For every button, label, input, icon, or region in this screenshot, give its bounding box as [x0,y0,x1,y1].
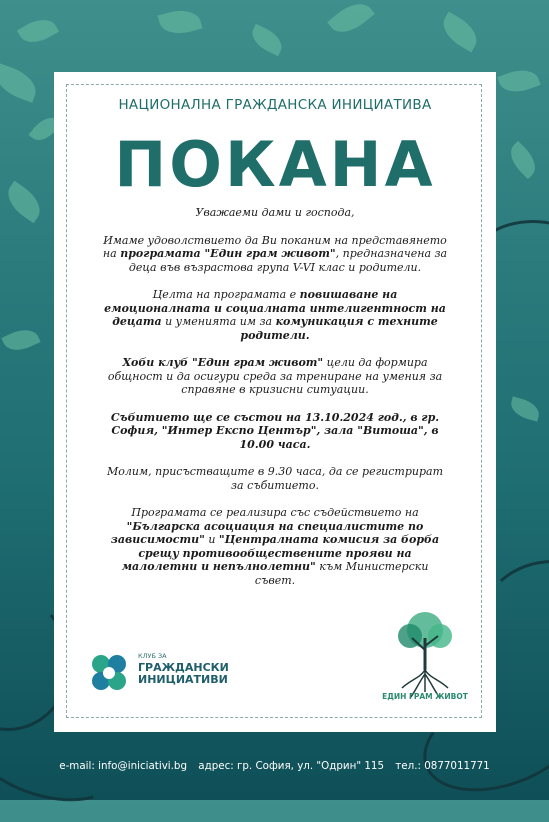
leaf-decoration [247,24,286,56]
event-details: Събитието ще се състои на 13.10.2024 год., в гр. София, "Интер Експо Център", зала "Витоша", в 10.00 часа. [110,410,440,451]
club-name: Хоби клуб "Един грам живот" [122,356,324,369]
text: Имаме удоволствието да Ви поканим на представянето на [102,233,447,260]
klub-line1: ГРАЖДАНСКИ [138,661,229,674]
page-title: ПОКАНА [114,128,436,201]
footer-email: e-mail: info@iniciativi.bg [59,760,187,772]
paragraph-goal [100,288,450,342]
partner-name: "Българска асоциация на специалистите по зависимости" [110,519,424,546]
leaf-decoration [437,12,484,53]
emphasis: комуникация с техните родители. [240,315,438,342]
paragraph-intro [100,234,450,275]
program-name: програмата "Един грам живот" [120,247,336,260]
greeting: Уважаеми дами и господа, [195,206,355,219]
invitation-body [100,206,450,601]
partner-name: "Централната комисия за борба срещу противообществените прояви на малолетни и непълнолетни" [121,533,440,573]
paragraph-club [100,356,450,397]
leaf-decoration [158,5,203,39]
leaf-decoration [508,396,542,421]
footer-address: адрес: гр. София, ул. "Одрин" 115 [198,760,385,772]
paragraph-partners [100,506,450,587]
leaf-decoration [504,141,542,179]
klub-logo [86,648,229,698]
emphasis: повишаване на емоционалната и социалната интелигентност на децата [104,288,446,328]
klub-small-label: КЛУБ ЗА [138,652,167,660]
text: и уменията им за [161,315,276,328]
klub-emblem-icon [86,650,132,696]
text: към Министерски съвет. [254,560,429,587]
paragraph-event-details [100,411,450,452]
text: , предназначена за деца във възрастова група V-VI клас и родители. [128,247,448,274]
text: и [204,533,219,546]
tree-logo-caption: ЕДИН ГРАМ ЖИВОТ [382,692,468,701]
leaf-decoration [0,63,41,102]
text: Целта на програмата е [152,288,300,301]
klub-line2: ИНИЦИАТИВИ [138,673,228,686]
leaf-decoration [17,12,59,49]
leaf-decoration [497,64,540,98]
footer-phone: тел.: 0877011771 [395,760,490,772]
paragraph-registration: Молим, присъстващите в 9.30 часа, да се регистрират за събитието. [106,465,443,492]
footer-contacts [0,760,549,772]
initiative-subtitle: НАЦИОНАЛНА ГРАЖДАНСКА ИНИЦИАТИВА [118,97,432,113]
text: цели да формира общност и да осигури среда за трениране на умения за справяне в кризисни ситуации. [107,356,443,396]
leaf-decoration [1,181,48,224]
leaf-decoration [1,324,40,356]
leaf-decoration [327,0,375,41]
text: Програмата се реализира със съдействието на [131,506,419,519]
klub-name [138,662,229,686]
